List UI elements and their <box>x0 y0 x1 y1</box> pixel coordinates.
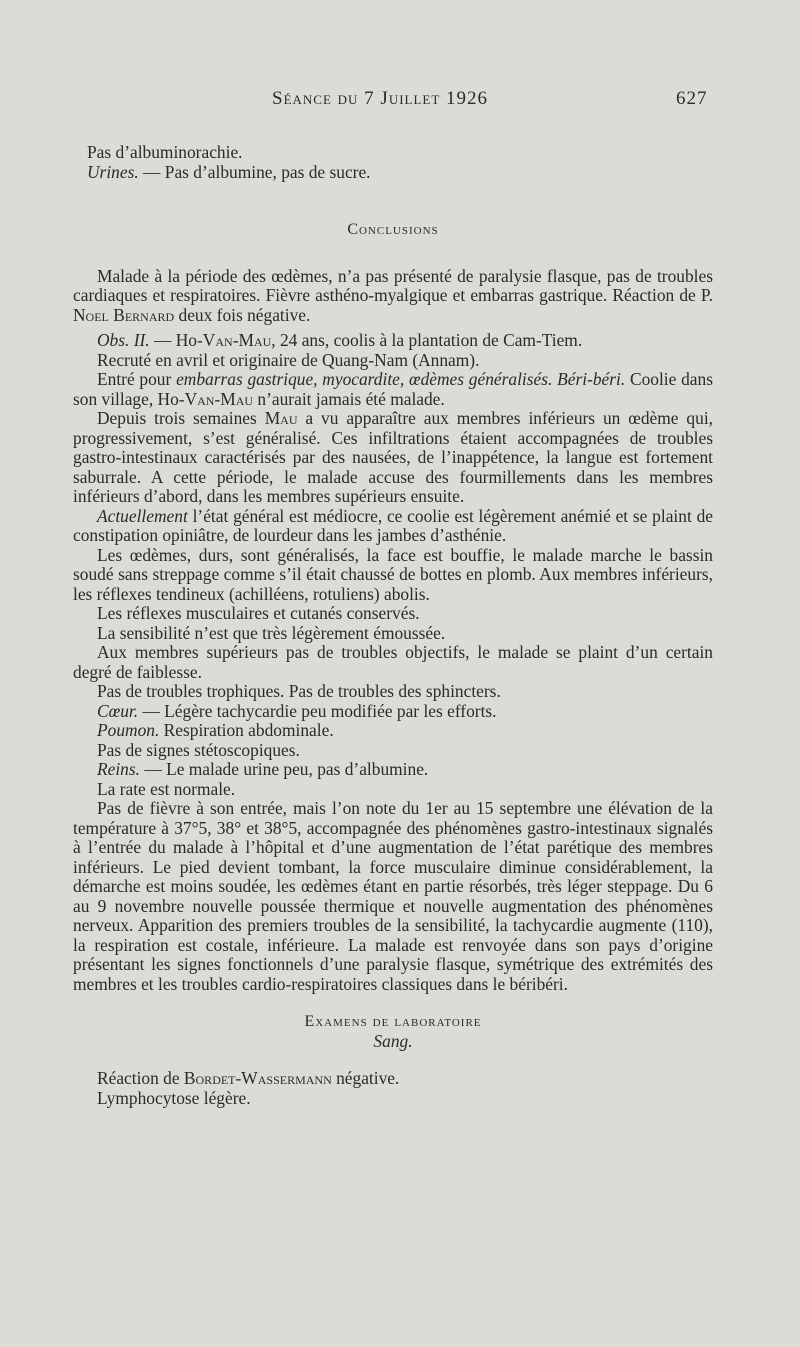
paragraph: Lymphocytose légère. <box>97 1087 251 1108</box>
section-heading-laboratoire: Examens de laboratoire <box>304 1013 482 1030</box>
page-number: 627 <box>676 88 708 109</box>
section-heading-conclusions: Conclusions <box>347 221 439 238</box>
paragraph: Actuellement l’état général est médiocre, ce coolie est légèrement anémié et se plaint de constipation opiniâtre, de lourdeur dans les jambes d’asthénie. <box>73 505 713 545</box>
section-subheading-sang: Sang. <box>373 1030 413 1051</box>
paragraph: Pas de troubles trophiques. Pas de troubles des sphincters. <box>97 681 501 701</box>
paragraph: Réaction de Bordet-Wassermann négative. <box>97 1068 400 1088</box>
paragraph: Aux membres supérieurs pas de troubles objectifs, le malade se plaint d’un certain degré de faiblesse. <box>73 642 713 682</box>
paragraph: Cœur. — Légère tachycardie peu modifiée par les efforts. <box>97 700 497 721</box>
paragraph: Urines. — Pas d’albumine, pas de sucre. <box>87 161 371 182</box>
paragraph: Pas de fièvre à son entrée, mais l’on note du 1er au 15 septembre une élévation de la température à 37°5, 38° et 38°5, accompagnée des phénomènes gastro-intestinaux signalés à l’entrée du malade à l’hôpital et d’une augmentation de l’état parétique des membres inférieurs. Le pied devient tombant, la force musculaire diminue considérablement, la démarche est moins soudée, les œdèmes étant en partie résorbés, très léger steppage. Du 6 au 9 novembre nouvelle poussée thermique et nouvelle augmentation des phénomènes nerveux. Apparition des premiers troubles de la sensibilité, la tachycardie augmente (110), la respiration est costale, inférieure. La malade est renvoyée dans son pays d’origine présentant les signes fonctionnels d’une paralysie flasque, symétrique des extrémités des membres et les troubles cardio-respiratoires classiques dans le béribéri. <box>73 798 713 994</box>
paragraph: La rate est normale. <box>97 778 236 799</box>
paragraph: Entré pour embarras gastrique, myocardite, œdèmes généralisés. Béri-béri. Coolie dans son village, Ho-Van-Mau n’aurait jamais été malade. <box>73 369 713 409</box>
running-header <box>0 88 800 112</box>
paragraph: Les œdèmes, durs, sont généralisés, la face est bouffie, le malade marche le bassin soudé sans streppage comme s’il était chaussé de bottes en plomb. Aux membres inférieurs, les réflexes tendineux (achilléens, rotuliens) abolis. <box>73 544 713 604</box>
paragraph: Malade à la période des œdèmes, n’a pas présenté de paralysie flasque, pas de troubles cardiaques et respiratoires. Fièvre asthéno-myalgique et embarras gastrique. Réaction de P. Noel Bernard deux fois négative. <box>73 265 713 325</box>
paragraph: La sensibilité n’est que très légèrement émoussée. <box>97 622 446 643</box>
paragraph: Poumon. Respiration abdominale. <box>97 720 334 740</box>
paragraph: Pas de signes stétoscopiques. <box>97 739 300 760</box>
paragraph: Les réflexes musculaires et cutanés conservés. <box>97 603 420 623</box>
paragraph: Pas d’albuminorachie. <box>87 142 243 162</box>
header-title: Séance du 7 Juillet 1926 <box>272 88 489 109</box>
paragraph: Recruté en avril et originaire de Quang-Nam (Annam). <box>97 349 480 370</box>
paragraph: Obs. II. — Ho-Van-Mau, 24 ans, coolis à la plantation de Cam-Tiem. <box>97 330 583 350</box>
text-body <box>73 143 713 1108</box>
paragraph: Depuis trois semaines Mau a vu apparaître aux membres inférieurs un œdème qui, progressivement, s’est généralisé. Ces infiltrations étaient accompagnées de troubles gastro-intestinaux caractérisés par des nausées, de l’inappétence, la langue est fortement saburrale. A cette période, le malade accuse des fourmillements dans les membres inférieurs d’abord, dans les membres supérieurs ensuite. <box>73 408 713 506</box>
paragraph: Reins. — Le malade urine peu, pas d’albumine. <box>97 759 429 779</box>
